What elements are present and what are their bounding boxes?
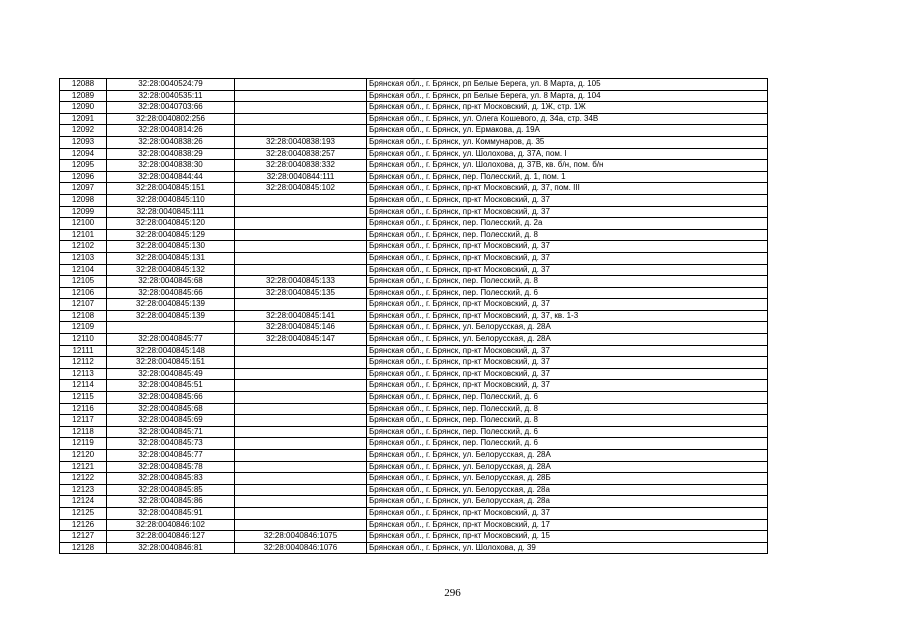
table-row bbox=[60, 496, 768, 508]
address-cell: Брянская обл., г. Брянск, пр-кт Московский, д. 37 bbox=[367, 252, 768, 264]
table-row bbox=[60, 368, 768, 380]
address-cell: Брянская обл., г. Брянск, пр-кт Московский, д. 37 bbox=[367, 345, 768, 357]
related-cadastral-number-cell: 32:28:0040845:102 bbox=[235, 183, 367, 195]
table-row bbox=[60, 287, 768, 299]
table-row bbox=[60, 90, 768, 102]
related-cadastral-number-cell bbox=[235, 194, 367, 206]
table-row bbox=[60, 392, 768, 404]
row-number-cell: 12117 bbox=[60, 415, 107, 427]
row-number-cell: 12124 bbox=[60, 496, 107, 508]
cadastral-number-cell: 32:28:0040845:130 bbox=[107, 241, 235, 253]
address-cell: Брянская обл., г. Брянск, пер. Полесский, д. 8 bbox=[367, 415, 768, 427]
row-number-cell: 12111 bbox=[60, 345, 107, 357]
row-number-cell: 12112 bbox=[60, 357, 107, 369]
page-number: 296 bbox=[444, 587, 461, 599]
address-cell: Брянская обл., г. Брянск, ул. Шолохова, д. 37В, кв. б/н, пом. б/н bbox=[367, 160, 768, 172]
address-cell: Брянская обл., г. Брянск, пер. Полесский, д. 8 bbox=[367, 276, 768, 288]
table-row bbox=[60, 438, 768, 450]
address-cell: Брянская обл., г. Брянск, пер. Полесский, д. 6 bbox=[367, 392, 768, 404]
row-number-cell: 12114 bbox=[60, 380, 107, 392]
address-cell: Брянская обл., г. Брянск, пр-кт Московский, д. 1Ж, стр. 1Ж bbox=[367, 102, 768, 114]
cadastral-number-cell: 32:28:0040838:26 bbox=[107, 136, 235, 148]
address-cell: Брянская обл., г. Брянск, пр-кт Московский, д. 37 bbox=[367, 241, 768, 253]
address-cell: Брянская обл., г. Брянск, ул. Олега Кошевого, д. 34а, стр. 34В bbox=[367, 113, 768, 125]
cadastral-number-cell: 32:28:0040844:44 bbox=[107, 171, 235, 183]
table-row bbox=[60, 125, 768, 137]
table-row bbox=[60, 415, 768, 427]
related-cadastral-number-cell bbox=[235, 380, 367, 392]
address-cell: Брянская обл., г. Брянск, пр-кт Московский, д. 37, пом. III bbox=[367, 183, 768, 195]
row-number-cell: 12089 bbox=[60, 90, 107, 102]
address-cell: Брянская обл., г. Брянск, ул. Белорусская, д. 28А bbox=[367, 334, 768, 346]
related-cadastral-number-cell bbox=[235, 484, 367, 496]
row-number-cell: 12102 bbox=[60, 241, 107, 253]
address-cell: Брянская обл., г. Брянск, пер. Полесский, д. 1, пом. 1 bbox=[367, 171, 768, 183]
row-number-cell: 12128 bbox=[60, 542, 107, 554]
cadastral-number-cell: 32:28:0040838:30 bbox=[107, 160, 235, 172]
cadastral-number-cell: 32:28:0040846:102 bbox=[107, 519, 235, 531]
row-number-cell: 12091 bbox=[60, 113, 107, 125]
address-cell: Брянская обл., г. Брянск, рп Белые Берега, ул. 8 Марта, д. 104 bbox=[367, 90, 768, 102]
table-row bbox=[60, 473, 768, 485]
row-number-cell: 12096 bbox=[60, 171, 107, 183]
address-cell: Брянская обл., г. Брянск, пр-кт Московский, д. 37 bbox=[367, 380, 768, 392]
related-cadastral-number-cell bbox=[235, 218, 367, 230]
row-number-cell: 12098 bbox=[60, 194, 107, 206]
row-number-cell: 12108 bbox=[60, 310, 107, 322]
address-cell: Брянская обл., г. Брянск, рп Белые Берега, ул. 8 Марта, д. 105 bbox=[367, 79, 768, 91]
related-cadastral-number-cell bbox=[235, 426, 367, 438]
row-number-cell: 12104 bbox=[60, 264, 107, 276]
row-number-cell: 12125 bbox=[60, 507, 107, 519]
table-row bbox=[60, 380, 768, 392]
table-row bbox=[60, 531, 768, 543]
cadastral-number-cell: 32:28:0040814:26 bbox=[107, 125, 235, 137]
address-cell: Брянская обл., г. Брянск, ул. Шолохова, д. 39 bbox=[367, 542, 768, 554]
table-row bbox=[60, 264, 768, 276]
address-cell: Брянская обл., г. Брянск, пер. Полесский, д. 8 bbox=[367, 229, 768, 241]
row-number-cell: 12121 bbox=[60, 461, 107, 473]
table-row bbox=[60, 79, 768, 91]
row-number-cell: 12092 bbox=[60, 125, 107, 137]
row-number-cell: 12118 bbox=[60, 426, 107, 438]
cadastral-number-cell: 32:28:0040845:148 bbox=[107, 345, 235, 357]
cadastral-number-cell: 32:28:0040845:111 bbox=[107, 206, 235, 218]
address-cell: Брянская обл., г. Брянск, ул. Белорусская, д. 28А bbox=[367, 461, 768, 473]
address-cell: Брянская обл., г. Брянск, пр-кт Московский, д. 15 bbox=[367, 531, 768, 543]
address-cell: Брянская обл., г. Брянск, пр-кт Московский, д. 37 bbox=[367, 206, 768, 218]
cadastral-number-cell: 32:28:0040845:86 bbox=[107, 496, 235, 508]
cadastral-number-cell: 32:28:0040845:51 bbox=[107, 380, 235, 392]
cadastral-number-cell: 32:28:0040845:66 bbox=[107, 287, 235, 299]
cadastral-number-cell: 32:28:0040845:69 bbox=[107, 415, 235, 427]
address-cell: Брянская обл., г. Брянск, пр-кт Московский, д. 37 bbox=[367, 357, 768, 369]
row-number-cell: 12105 bbox=[60, 276, 107, 288]
related-cadastral-number-cell: 32:28:0040845:135 bbox=[235, 287, 367, 299]
cadastral-number-cell: 32:28:0040845:139 bbox=[107, 310, 235, 322]
table-row bbox=[60, 450, 768, 462]
table-row bbox=[60, 252, 768, 264]
row-number-cell: 12120 bbox=[60, 450, 107, 462]
related-cadastral-number-cell bbox=[235, 79, 367, 91]
address-cell: Брянская обл., г. Брянск, пр-кт Московский, д. 37 bbox=[367, 507, 768, 519]
table-row bbox=[60, 194, 768, 206]
row-number-cell: 12119 bbox=[60, 438, 107, 450]
address-cell: Брянская обл., г. Брянск, ул. Белорусская, д. 28А bbox=[367, 322, 768, 334]
cadastral-number-cell: 32:28:0040535:11 bbox=[107, 90, 235, 102]
cadastral-number-cell: 32:28:0040845:151 bbox=[107, 357, 235, 369]
related-cadastral-number-cell bbox=[235, 229, 367, 241]
address-cell: Брянская обл., г. Брянск, пер. Полесский, д. 6 bbox=[367, 438, 768, 450]
related-cadastral-number-cell bbox=[235, 415, 367, 427]
row-number-cell: 12122 bbox=[60, 473, 107, 485]
related-cadastral-number-cell bbox=[235, 299, 367, 311]
related-cadastral-number-cell bbox=[235, 90, 367, 102]
cadastral-number-cell: 32:28:0040845:110 bbox=[107, 194, 235, 206]
cadastral-number-cell: 32:28:0040845:49 bbox=[107, 368, 235, 380]
table-row bbox=[60, 519, 768, 531]
related-cadastral-number-cell: 32:28:0040838:257 bbox=[235, 148, 367, 160]
cadastral-number-cell: 32:28:0040845:78 bbox=[107, 461, 235, 473]
related-cadastral-number-cell bbox=[235, 507, 367, 519]
row-number-cell: 12126 bbox=[60, 519, 107, 531]
related-cadastral-number-cell: 32:28:0040846:1076 bbox=[235, 542, 367, 554]
table-row bbox=[60, 322, 768, 334]
row-number-cell: 12097 bbox=[60, 183, 107, 195]
cadastral-number-cell: 32:28:0040845:77 bbox=[107, 334, 235, 346]
cadastral-number-cell bbox=[107, 322, 235, 334]
related-cadastral-number-cell: 32:28:0040845:146 bbox=[235, 322, 367, 334]
table-row bbox=[60, 229, 768, 241]
address-cell: Брянская обл., г. Брянск, ул. Шолохова, д. 37А, пом. I bbox=[367, 148, 768, 160]
cadastral-number-cell: 32:28:0040845:71 bbox=[107, 426, 235, 438]
records-table-body bbox=[60, 79, 768, 554]
cadastral-number-cell: 32:28:0040845:83 bbox=[107, 473, 235, 485]
table-row bbox=[60, 484, 768, 496]
table-row bbox=[60, 426, 768, 438]
address-cell: Брянская обл., г. Брянск, ул. Белорусская, д. 28Б bbox=[367, 473, 768, 485]
related-cadastral-number-cell bbox=[235, 450, 367, 462]
related-cadastral-number-cell bbox=[235, 345, 367, 357]
cadastral-number-cell: 32:28:0040802:256 bbox=[107, 113, 235, 125]
address-cell: Брянская обл., г. Брянск, пер. Полесский, д. 8 bbox=[367, 403, 768, 415]
row-number-cell: 12107 bbox=[60, 299, 107, 311]
related-cadastral-number-cell bbox=[235, 392, 367, 404]
related-cadastral-number-cell: 32:28:0040845:141 bbox=[235, 310, 367, 322]
table-row bbox=[60, 461, 768, 473]
related-cadastral-number-cell bbox=[235, 113, 367, 125]
address-cell: Брянская обл., г. Брянск, пр-кт Московский, д. 37 bbox=[367, 264, 768, 276]
row-number-cell: 12090 bbox=[60, 102, 107, 114]
row-number-cell: 12116 bbox=[60, 403, 107, 415]
row-number-cell: 12127 bbox=[60, 531, 107, 543]
related-cadastral-number-cell bbox=[235, 368, 367, 380]
address-cell: Брянская обл., г. Брянск, ул. Белорусская, д. 28а bbox=[367, 496, 768, 508]
cadastral-number-cell: 32:28:0040845:91 bbox=[107, 507, 235, 519]
table-row bbox=[60, 102, 768, 114]
table-row bbox=[60, 183, 768, 195]
related-cadastral-number-cell: 32:28:0040846:1075 bbox=[235, 531, 367, 543]
table-row bbox=[60, 241, 768, 253]
row-number-cell: 12094 bbox=[60, 148, 107, 160]
related-cadastral-number-cell bbox=[235, 264, 367, 276]
related-cadastral-number-cell: 32:28:0040844:111 bbox=[235, 171, 367, 183]
table-row bbox=[60, 171, 768, 183]
table-row bbox=[60, 276, 768, 288]
records-table bbox=[59, 78, 768, 554]
related-cadastral-number-cell bbox=[235, 461, 367, 473]
related-cadastral-number-cell bbox=[235, 519, 367, 531]
table-row bbox=[60, 357, 768, 369]
row-number-cell: 12101 bbox=[60, 229, 107, 241]
row-number-cell: 12095 bbox=[60, 160, 107, 172]
cadastral-number-cell: 32:28:0040845:132 bbox=[107, 264, 235, 276]
related-cadastral-number-cell bbox=[235, 403, 367, 415]
row-number-cell: 12115 bbox=[60, 392, 107, 404]
table-row bbox=[60, 148, 768, 160]
related-cadastral-number-cell: 32:28:0040845:147 bbox=[235, 334, 367, 346]
related-cadastral-number-cell: 32:28:0040838:193 bbox=[235, 136, 367, 148]
row-number-cell: 12123 bbox=[60, 484, 107, 496]
table-row bbox=[60, 334, 768, 346]
row-number-cell: 12106 bbox=[60, 287, 107, 299]
table-row bbox=[60, 113, 768, 125]
row-number-cell: 12110 bbox=[60, 334, 107, 346]
table-row bbox=[60, 345, 768, 357]
row-number-cell: 12109 bbox=[60, 322, 107, 334]
address-cell: Брянская обл., г. Брянск, ул. Белорусская, д. 28а bbox=[367, 484, 768, 496]
cadastral-number-cell: 32:28:0040838:29 bbox=[107, 148, 235, 160]
row-number-cell: 12103 bbox=[60, 252, 107, 264]
cadastral-number-cell: 32:28:0040845:73 bbox=[107, 438, 235, 450]
row-number-cell: 12093 bbox=[60, 136, 107, 148]
table-row bbox=[60, 403, 768, 415]
related-cadastral-number-cell bbox=[235, 438, 367, 450]
cadastral-number-cell: 32:28:0040845:68 bbox=[107, 403, 235, 415]
related-cadastral-number-cell: 32:28:0040845:133 bbox=[235, 276, 367, 288]
related-cadastral-number-cell: 32:28:0040838:332 bbox=[235, 160, 367, 172]
address-cell: Брянская обл., г. Брянск, пр-кт Московский, д. 17 bbox=[367, 519, 768, 531]
address-cell: Брянская обл., г. Брянск, пр-кт Московский, д. 37, кв. 1-3 bbox=[367, 310, 768, 322]
table-row bbox=[60, 218, 768, 230]
row-number-cell: 12088 bbox=[60, 79, 107, 91]
address-cell: Брянская обл., г. Брянск, ул. Ермакова, д. 19А bbox=[367, 125, 768, 137]
cadastral-number-cell: 32:28:0040524:79 bbox=[107, 79, 235, 91]
related-cadastral-number-cell bbox=[235, 357, 367, 369]
row-number-cell: 12099 bbox=[60, 206, 107, 218]
address-cell: Брянская обл., г. Брянск, пер. Полесский, д. 6 bbox=[367, 426, 768, 438]
address-cell: Брянская обл., г. Брянск, ул. Белорусская, д. 28А bbox=[367, 450, 768, 462]
address-cell: Брянская обл., г. Брянск, пр-кт Московский, д. 37 bbox=[367, 368, 768, 380]
address-cell: Брянская обл., г. Брянск, пр-кт Московский, д. 37 bbox=[367, 194, 768, 206]
cadastral-number-cell: 32:28:0040846:81 bbox=[107, 542, 235, 554]
cadastral-number-cell: 32:28:0040845:129 bbox=[107, 229, 235, 241]
cadastral-number-cell: 32:28:0040845:77 bbox=[107, 450, 235, 462]
related-cadastral-number-cell bbox=[235, 241, 367, 253]
table-row bbox=[60, 160, 768, 172]
cadastral-number-cell: 32:28:0040845:85 bbox=[107, 484, 235, 496]
table-row bbox=[60, 299, 768, 311]
related-cadastral-number-cell bbox=[235, 496, 367, 508]
cadastral-number-cell: 32:28:0040703:66 bbox=[107, 102, 235, 114]
table-row bbox=[60, 310, 768, 322]
row-number-cell: 12113 bbox=[60, 368, 107, 380]
table-row bbox=[60, 507, 768, 519]
table-row bbox=[60, 206, 768, 218]
cadastral-number-cell: 32:28:0040845:68 bbox=[107, 276, 235, 288]
address-cell: Брянская обл., г. Брянск, пр-кт Московский, д. 37 bbox=[367, 299, 768, 311]
cadastral-number-cell: 32:28:0040846:127 bbox=[107, 531, 235, 543]
related-cadastral-number-cell bbox=[235, 252, 367, 264]
cadastral-number-cell: 32:28:0040845:120 bbox=[107, 218, 235, 230]
cadastral-number-cell: 32:28:0040845:139 bbox=[107, 299, 235, 311]
cadastral-number-cell: 32:28:0040845:131 bbox=[107, 252, 235, 264]
cadastral-number-cell: 32:28:0040845:151 bbox=[107, 183, 235, 195]
related-cadastral-number-cell bbox=[235, 102, 367, 114]
address-cell: Брянская обл., г. Брянск, пер. Полесский, д. 6 bbox=[367, 287, 768, 299]
related-cadastral-number-cell bbox=[235, 473, 367, 485]
address-cell: Брянская обл., г. Брянск, пер. Полесский, д. 2а bbox=[367, 218, 768, 230]
row-number-cell: 12100 bbox=[60, 218, 107, 230]
related-cadastral-number-cell bbox=[235, 206, 367, 218]
table-row bbox=[60, 542, 768, 554]
cadastral-number-cell: 32:28:0040845:66 bbox=[107, 392, 235, 404]
related-cadastral-number-cell bbox=[235, 125, 367, 137]
table-row bbox=[60, 136, 768, 148]
address-cell: Брянская обл., г. Брянск, ул. Коммунаров, д. 35 bbox=[367, 136, 768, 148]
